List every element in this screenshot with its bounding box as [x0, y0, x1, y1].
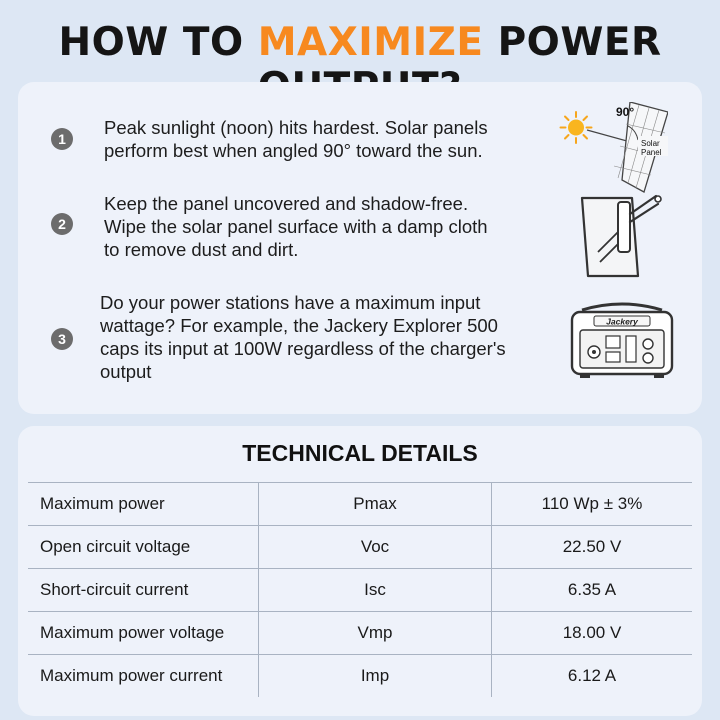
tip-number-2: 2 [51, 213, 73, 235]
technical-details-card [18, 426, 702, 716]
sun-angle-panel-icon [556, 102, 668, 194]
spec-value: 18.00 V [492, 612, 693, 655]
angle-label: 90° [616, 105, 635, 119]
spec-value: 6.12 A [492, 655, 693, 698]
sun-icon [561, 112, 592, 143]
spec-symbol: Isc [259, 569, 492, 612]
tip-text-2: Keep the panel uncovered and shadow-free. Wipe the solar panel surface with a damp cloth to remove dust and dirt. [104, 193, 488, 260]
panel-label-line1: Solar [641, 139, 660, 148]
title-suffix: POWER [497, 20, 662, 65]
spec-value: 6.35 A [492, 569, 693, 612]
spec-name: Maximum power [28, 483, 259, 526]
spec-name: Open circuit voltage [28, 526, 259, 569]
power-station-icon [566, 302, 678, 382]
spec-value: 110 Wp ± 3% [492, 483, 693, 526]
technical-details-title: TECHNICAL DETAILS [242, 440, 478, 466]
tips-card [18, 82, 702, 414]
brand-label: Jackery [606, 316, 638, 327]
table-row [28, 612, 692, 655]
spec-name: Maximum power current [28, 655, 259, 698]
spec-symbol: Imp [259, 655, 492, 698]
station-handle [582, 304, 662, 310]
tip-number-3: 3 [51, 328, 73, 350]
spec-value: 22.50 V [492, 526, 693, 569]
title-highlight: MAXIMIZE [257, 20, 484, 65]
tip-text-3: Do your power stations have a maximum input wattage? For example, the Jackery Explorer 500 caps its input at 100W regardless of the charger's output [100, 292, 506, 382]
squeegee-shape [618, 196, 661, 252]
spec-name: Short-circuit current [28, 569, 259, 612]
table-row [28, 569, 692, 612]
table-row [28, 526, 692, 569]
squeegee-panel-icon [574, 192, 664, 282]
tip-number-1: 1 [51, 128, 73, 150]
spec-symbol: Vmp [259, 612, 492, 655]
tip-text-1: Peak sunlight (noon) hits hardest. Solar panels perform best when angled 90° toward the sun. [104, 117, 488, 161]
spec-symbol: Pmax [259, 483, 492, 526]
table-row [28, 655, 692, 698]
spec-symbol: Voc [259, 526, 492, 569]
table-row [28, 483, 692, 526]
specs-table [28, 482, 692, 697]
spec-name: Maximum power voltage [28, 612, 259, 655]
panel-label-line2: Panel [641, 148, 662, 157]
title-prefix: HOW TO [58, 20, 258, 65]
